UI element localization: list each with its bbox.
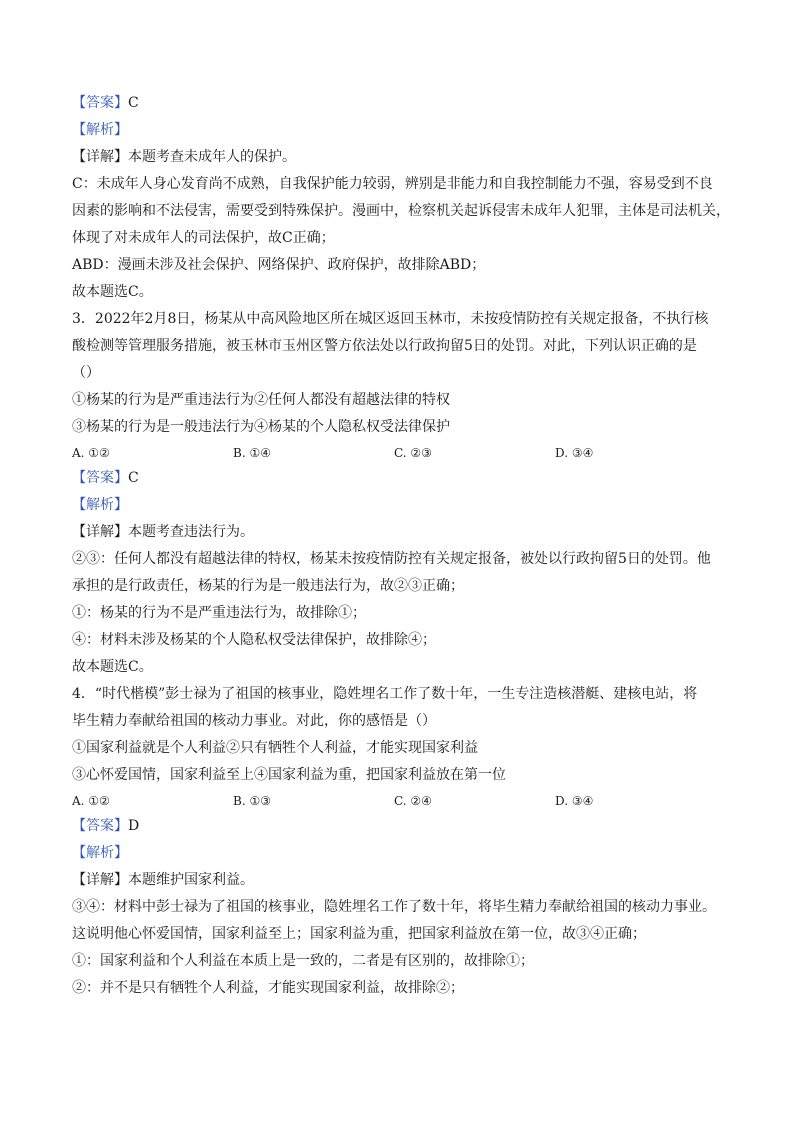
option-item: B. ①③ bbox=[233, 794, 271, 808]
answer-value: D bbox=[128, 818, 140, 834]
text-line: ①国家利益就是个人利益②只有牺牲个人利益，才能实现国家利益 bbox=[72, 740, 478, 756]
analysis-heading: 【解析】 bbox=[72, 497, 128, 513]
text-line: ABD：漫画未涉及社会保护、网络保护、政府保护，故排除ABD； bbox=[72, 257, 486, 273]
answer-label: 【答案】 bbox=[72, 470, 128, 486]
text-line: 【详解】本题维护国家利益。 bbox=[72, 872, 254, 888]
text-line: ①：杨某的行为不是严重违法行为，故排除①； bbox=[72, 605, 366, 621]
answer-value: C bbox=[128, 470, 139, 486]
text-line: ②：并不是只有牺牲个人利益，才能实现国家利益，故排除②； bbox=[72, 980, 464, 996]
answer-label: 【答案】 bbox=[72, 818, 128, 834]
answer-label: 【答案】 bbox=[72, 95, 128, 111]
option-item: B. ①④ bbox=[233, 446, 271, 460]
text-line: ①：国家利益和个人利益在本质上是一致的，二者是有区别的，故排除①； bbox=[72, 953, 534, 969]
text-line: 【详解】本题考查未成年人的保护。 bbox=[72, 149, 296, 165]
text-line: 【详解】本题考查违法行为。 bbox=[72, 524, 254, 540]
text-line: ①杨某的行为是严重违法行为②任何人都没有超越法律的特权 bbox=[72, 392, 450, 408]
text-line: ②③：任何人都没有超越法律的特权，杨某未按疫情防控有关规定报备，被处以行政拘留5日的处罚。他 bbox=[72, 551, 711, 567]
answer-options bbox=[72, 443, 732, 463]
text-line: （） bbox=[72, 365, 100, 381]
text-line: 故本题选C。 bbox=[72, 284, 153, 300]
text-line: ③心怀爱国情，国家利益至上④国家利益为重，把国家利益放在第一位 bbox=[72, 767, 506, 783]
option-item: D. ③④ bbox=[555, 794, 594, 808]
text-line: 故本题选C。 bbox=[72, 659, 153, 675]
answer-line bbox=[72, 92, 732, 114]
text-line: 这说明他心怀爱国情，国家利益至上；国家利益为重，把国家利益放在第一位，故③④正确； bbox=[72, 926, 646, 942]
analysis-heading: 【解析】 bbox=[72, 845, 128, 861]
text-line: 酸检测等管理服务措施，被玉林市玉州区警方依法处以行政拘留5日的处罚。对此，下列认识正确的是 bbox=[72, 338, 697, 354]
text-line: ④：材料未涉及杨某的个人隐私权受法律保护，故排除④； bbox=[72, 632, 436, 648]
text-line: 承担的是行政责任，杨某的行为是一般违法行为，故②③正确； bbox=[72, 578, 464, 594]
answer-options bbox=[72, 791, 732, 811]
option-item: C. ②④ bbox=[394, 794, 432, 808]
document-content bbox=[72, 92, 732, 1004]
text-line: C：未成年人身心发育尚不成熟，自我保护能力较弱，辨别是非能力和自我控制能力不强，容易受到不良 bbox=[72, 176, 713, 192]
text-line: 3．2022年2月8日，杨某从中高风险地区所在城区返回玉林市，未按疫情防控有关规定报备，不执行核 bbox=[72, 311, 709, 327]
answer-value: C bbox=[128, 95, 139, 111]
answer-line bbox=[72, 815, 732, 837]
option-item: D. ③④ bbox=[555, 446, 594, 460]
text-line: 因素的影响和不法侵害，需要受到特殊保护。漫画中，检察机关起诉侵害未成年人犯罪，主体是司法机关， bbox=[72, 203, 730, 219]
text-line: ③杨某的行为是一般违法行为④杨某的个人隐私权受法律保护 bbox=[72, 419, 450, 435]
answer-line bbox=[72, 467, 732, 489]
text-line: 毕生精力奉献给祖国的核动力事业。对此，你的感悟是（） bbox=[72, 713, 436, 729]
analysis-heading: 【解析】 bbox=[72, 122, 128, 138]
option-item: A. ①② bbox=[72, 446, 110, 460]
text-line: 体现了对未成年人的司法保护，故C正确； bbox=[72, 230, 335, 246]
option-item: C. ②③ bbox=[394, 446, 432, 460]
option-item: A. ①② bbox=[72, 794, 110, 808]
text-line: ③④：材料中彭士禄为了祖国的核事业，隐姓埋名工作了数十年，将毕生精力奉献给祖国的核动力事业。 bbox=[72, 899, 716, 915]
text-line: 4．“时代楷模”彭士禄为了祖国的核事业，隐姓埋名工作了数十年，一生专注造核潜艇、建核电站，将 bbox=[72, 686, 698, 702]
